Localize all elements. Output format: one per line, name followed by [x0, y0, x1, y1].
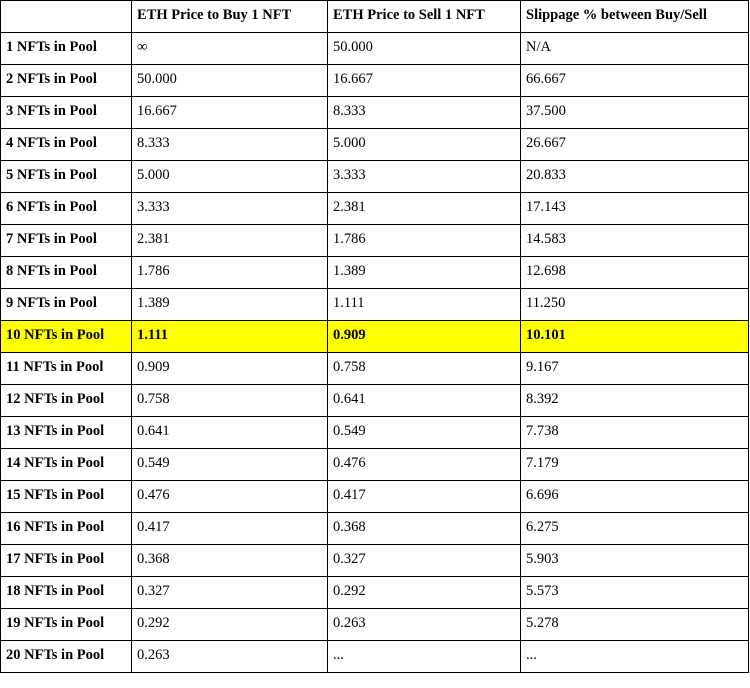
cell-sell-price: 0.909: [328, 321, 521, 353]
table-row: [1, 65, 749, 97]
cell-buy-price: 0.263: [132, 641, 328, 673]
table-row: [1, 449, 749, 481]
cell-slippage: 10.101: [521, 321, 749, 353]
row-label: 13 NFTs in Pool: [1, 417, 132, 449]
cell-slippage: 5.573: [521, 577, 749, 609]
table-row: [1, 97, 749, 129]
row-label: 2 NFTs in Pool: [1, 65, 132, 97]
cell-buy-price: 0.292: [132, 609, 328, 641]
table-row: [1, 609, 749, 641]
table-row: [1, 577, 749, 609]
row-label: 6 NFTs in Pool: [1, 193, 132, 225]
cell-sell-price: 0.549: [328, 417, 521, 449]
row-label: 7 NFTs in Pool: [1, 225, 132, 257]
table-row: [1, 225, 749, 257]
cell-buy-price: 50.000: [132, 65, 328, 97]
table-row: [1, 641, 749, 673]
table-row: [1, 353, 749, 385]
cell-sell-price: 1.786: [328, 225, 521, 257]
cell-slippage: 14.583: [521, 225, 749, 257]
table-row: [1, 481, 749, 513]
table-body: [1, 33, 749, 673]
cell-sell-price: 50.000: [328, 33, 521, 65]
cell-slippage: 26.667: [521, 129, 749, 161]
cell-sell-price: 0.292: [328, 577, 521, 609]
cell-sell-price: 3.333: [328, 161, 521, 193]
cell-slippage: N/A: [521, 33, 749, 65]
row-label: 18 NFTs in Pool: [1, 577, 132, 609]
cell-sell-price: 1.111: [328, 289, 521, 321]
header-slippage: Slippage % between Buy/Sell: [521, 1, 749, 33]
table-row: [1, 161, 749, 193]
cell-buy-price: 1.786: [132, 257, 328, 289]
cell-buy-price: 0.549: [132, 449, 328, 481]
row-label: 16 NFTs in Pool: [1, 513, 132, 545]
cell-sell-price: 0.368: [328, 513, 521, 545]
cell-slippage: 7.738: [521, 417, 749, 449]
table-row: [1, 545, 749, 577]
cell-slippage: 11.250: [521, 289, 749, 321]
cell-slippage: 8.392: [521, 385, 749, 417]
cell-sell-price: ...: [328, 641, 521, 673]
row-label: 17 NFTs in Pool: [1, 545, 132, 577]
cell-buy-price: 0.368: [132, 545, 328, 577]
cell-slippage: ...: [521, 641, 749, 673]
row-label: 3 NFTs in Pool: [1, 97, 132, 129]
cell-sell-price: 1.389: [328, 257, 521, 289]
table-header: [1, 1, 749, 33]
cell-sell-price: 0.641: [328, 385, 521, 417]
cell-slippage: 66.667: [521, 65, 749, 97]
row-label: 19 NFTs in Pool: [1, 609, 132, 641]
cell-buy-price: 8.333: [132, 129, 328, 161]
cell-slippage: 5.278: [521, 609, 749, 641]
row-label: 11 NFTs in Pool: [1, 353, 132, 385]
cell-slippage: 6.275: [521, 513, 749, 545]
row-label: 15 NFTs in Pool: [1, 481, 132, 513]
header-sell-price: ETH Price to Sell 1 NFT: [328, 1, 521, 33]
table-row: [1, 385, 749, 417]
row-label: 1 NFTs in Pool: [1, 33, 132, 65]
cell-slippage: 37.500: [521, 97, 749, 129]
cell-slippage: 6.696: [521, 481, 749, 513]
cell-buy-price: 5.000: [132, 161, 328, 193]
cell-slippage: 9.167: [521, 353, 749, 385]
row-label: 12 NFTs in Pool: [1, 385, 132, 417]
table-row: [1, 289, 749, 321]
cell-sell-price: 0.327: [328, 545, 521, 577]
row-label: 14 NFTs in Pool: [1, 449, 132, 481]
cell-sell-price: 0.476: [328, 449, 521, 481]
table-row: [1, 129, 749, 161]
row-label: 9 NFTs in Pool: [1, 289, 132, 321]
table-row: [1, 193, 749, 225]
cell-sell-price: 0.758: [328, 353, 521, 385]
cell-buy-price: 0.641: [132, 417, 328, 449]
row-label: 5 NFTs in Pool: [1, 161, 132, 193]
cell-buy-price: 0.909: [132, 353, 328, 385]
cell-slippage: 7.179: [521, 449, 749, 481]
cell-sell-price: 16.667: [328, 65, 521, 97]
cell-buy-price: 2.381: [132, 225, 328, 257]
cell-buy-price: 0.327: [132, 577, 328, 609]
cell-buy-price: ∞: [132, 33, 328, 65]
row-label: 4 NFTs in Pool: [1, 129, 132, 161]
cell-buy-price: 16.667: [132, 97, 328, 129]
cell-slippage: 17.143: [521, 193, 749, 225]
cell-sell-price: 0.263: [328, 609, 521, 641]
cell-sell-price: 2.381: [328, 193, 521, 225]
cell-buy-price: 0.758: [132, 385, 328, 417]
cell-buy-price: 0.476: [132, 481, 328, 513]
cell-sell-price: 8.333: [328, 97, 521, 129]
cell-slippage: 20.833: [521, 161, 749, 193]
cell-buy-price: 1.389: [132, 289, 328, 321]
header-row: [1, 1, 749, 33]
table-row: [1, 417, 749, 449]
cell-buy-price: 0.417: [132, 513, 328, 545]
cell-slippage: 12.698: [521, 257, 749, 289]
row-label: 8 NFTs in Pool: [1, 257, 132, 289]
header-buy-price: ETH Price to Buy 1 NFT: [132, 1, 328, 33]
header-corner-cell: [1, 1, 132, 33]
table-row: [1, 257, 749, 289]
cell-buy-price: 1.111: [132, 321, 328, 353]
cell-sell-price: 5.000: [328, 129, 521, 161]
table-row: [1, 321, 749, 353]
row-label: 10 NFTs in Pool: [1, 321, 132, 353]
cell-buy-price: 3.333: [132, 193, 328, 225]
cell-sell-price: 0.417: [328, 481, 521, 513]
table-row: [1, 33, 749, 65]
cell-slippage: 5.903: [521, 545, 749, 577]
row-label: 20 NFTs in Pool: [1, 641, 132, 673]
table-row: [1, 513, 749, 545]
